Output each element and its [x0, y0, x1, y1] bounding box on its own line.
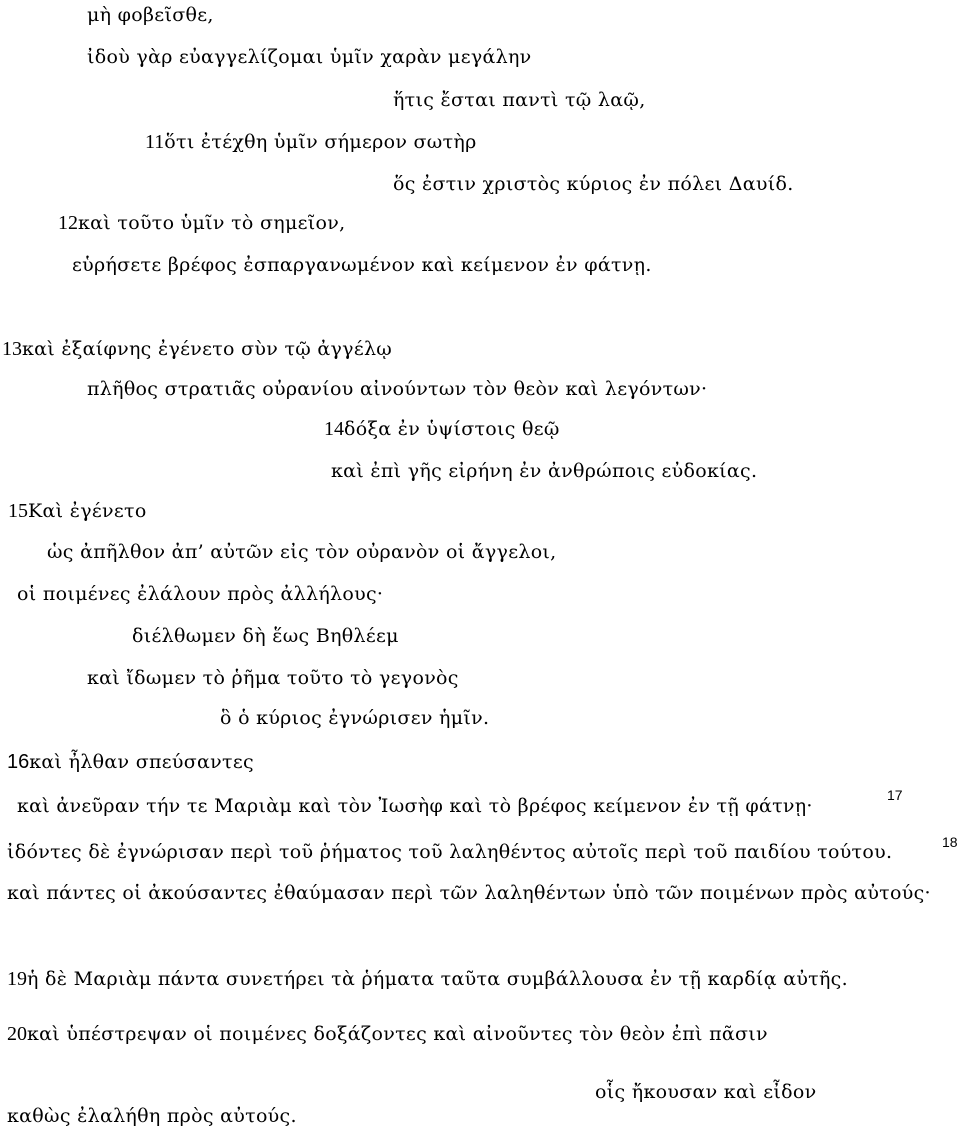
verse-number: 14 [324, 418, 344, 440]
line-text: καὶ ὑπέστρεψαν οἱ ποιμένες δοξάζοντες καὶ αἰνοῦντες τὸν θεὸν ἐπὶ πᾶσιν [27, 1023, 768, 1045]
text-line [17, 582, 383, 606]
line-text: ἡ δὲ Μαριὰμ πάντα συνετήρει τὰ ῥήματα ταῦτα συμβάλλουσα ἐν τῇ καρδίᾳ αὐτῆς. [27, 968, 848, 990]
line-text: ἥτις ἔσται παντὶ τῷ λαῷ, [393, 89, 646, 111]
line-text: καὶ τοῦτο ὑμῖν τὸ σημεῖον, [78, 212, 346, 234]
verse-number: 11 [145, 131, 165, 153]
line-text: μὴ φοβεῖσθε, [87, 4, 214, 26]
text-line [7, 840, 892, 864]
line-text: καὶ ἐπὶ γῆς εἰρήνη ἐν ἀνθρώποις εὐδοκίας. [331, 460, 758, 482]
line-text: καὶ ἴδωμεν τὸ ῥῆμα τοῦτο τὸ γεγονὸς [87, 667, 459, 689]
line-text: ὅς ἐστιν χριστὸς κύριος ἐν πόλει Δαυίδ. [393, 173, 794, 195]
text-line [7, 967, 848, 991]
line-text: διέλθωμεν δὴ ἕως Βηθλέεμ [132, 625, 399, 647]
line-text: ὡς ἀπῆλθον ἀπ’ αὐτῶν εἰς τὸν οὐρανὸν οἱ ἄγγελοι, [47, 541, 557, 563]
line-text: καθὼς ἐλαλήθη πρὸς αὐτούς. [7, 1105, 297, 1127]
line-text: οἷς ἤκουσαν καὶ εἶδον [595, 1081, 817, 1103]
text-line [87, 377, 707, 401]
text-line [393, 172, 794, 196]
line-text: εὑρήσετε βρέφος ἐσπαργανωμένον καὶ κείμενον ἐν φάτνῃ. [72, 254, 652, 276]
line-text: καὶ ἦλθαν σπεύσαντες [29, 751, 254, 773]
line-text: δόξα ἐν ὑψίστοις θεῷ [344, 418, 560, 440]
line-text: καὶ ἐξαίφνης ἐγένετο σὺν τῷ ἀγγέλῳ [22, 338, 393, 360]
text-line [17, 794, 813, 818]
line-text: Καὶ ἐγένετο [28, 500, 147, 522]
line-text: καὶ ἀνεῦραν τήν τε Μαριὰμ καὶ τὸν Ἰωσὴφ καὶ τὸ βρέφος κείμενον ἐν τῇ φάτνῃ· [17, 795, 813, 817]
line-text: ὅτι ἐτέχθη ὑμῖν σήμερον σωτὴρ [164, 131, 477, 153]
text-line [324, 417, 560, 441]
margin-verse-number: 17 [887, 787, 903, 803]
text-line [87, 666, 459, 690]
text-line [2, 337, 392, 361]
line-text: οἱ ποιμένες ἐλάλουν πρὸς ἀλλήλους· [17, 583, 384, 605]
text-line [393, 88, 646, 112]
text-line [58, 211, 345, 235]
text-line [47, 540, 557, 564]
verse-number: 16 [7, 751, 30, 773]
line-text: πλῆθος στρατιᾶς οὐρανίου αἰνούντων τὸν θεὸν καὶ λεγόντων· [87, 378, 708, 400]
text-line [8, 499, 147, 523]
line-text: ἰδόντες δὲ ἐγνώρισαν περὶ τοῦ ῥήματος τοῦ λαληθέντος αὐτοῖς περὶ τοῦ παιδίου τούτου. [7, 841, 893, 863]
margin-verse-number: 18 [942, 834, 958, 850]
text-line [87, 3, 214, 27]
text-line [7, 750, 254, 774]
text-line [7, 1022, 768, 1046]
verse-number: 20 [7, 1023, 27, 1045]
text-line [87, 45, 532, 69]
verse-number: 12 [58, 212, 78, 234]
text-line [132, 624, 399, 648]
text-line [145, 130, 477, 154]
line-text: καὶ πάντες οἱ ἀκούσαντες ἐθαύμασαν περὶ τῶν λαληθέντων ὑπὸ τῶν ποιμένων πρὸς αὐτούς· [7, 882, 931, 904]
text-line [331, 459, 757, 483]
line-text: ἰδοὺ γὰρ εὐαγγελίζομαι ὑμῖν χαρὰν μεγάλην [87, 46, 532, 68]
text-line [220, 706, 489, 730]
verse-number: 19 [7, 968, 27, 990]
text-line [595, 1080, 816, 1104]
line-text: ὃ ὁ κύριος ἐγνώρισεν ἡμῖν. [220, 707, 490, 729]
text-line [7, 1104, 297, 1128]
text-line [72, 253, 652, 277]
text-line [7, 881, 931, 905]
verse-number: 13 [2, 338, 22, 360]
verse-number: 15 [8, 500, 28, 522]
